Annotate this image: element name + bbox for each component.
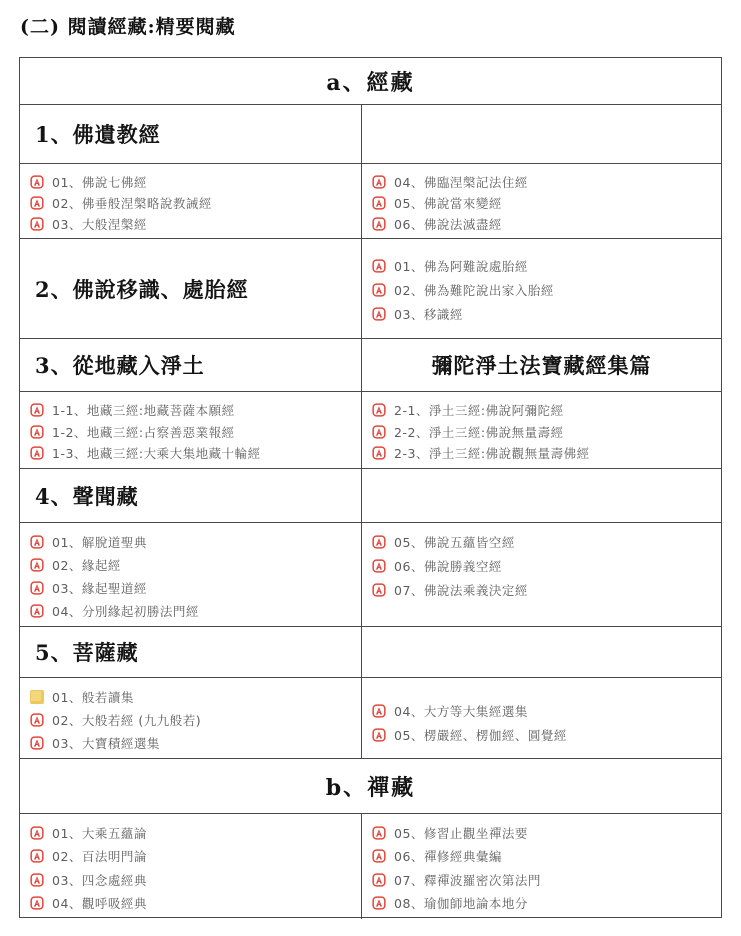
section-header-a: a、經藏 xyxy=(326,69,415,96)
pdf-file-icon xyxy=(30,736,44,750)
pdf-file-icon xyxy=(30,826,44,840)
scripture-list xyxy=(361,164,721,238)
scripture-item[interactable] xyxy=(30,708,355,731)
scripture-item-label: 05、佛說五蘊皆空經 xyxy=(394,535,515,550)
pdf-file-icon xyxy=(30,581,44,595)
scripture-item-label: 02、百法明門論 xyxy=(52,849,147,865)
table-row xyxy=(20,58,721,104)
pdf-file-icon xyxy=(30,849,44,863)
pdf-file-icon xyxy=(372,583,386,597)
table-row xyxy=(20,238,721,338)
scripture-item-label: 03、大般涅槃經 xyxy=(52,216,147,232)
scripture-item-label: 05、佛說當來變經 xyxy=(394,195,502,211)
pdf-file-icon xyxy=(30,196,44,210)
empty-cell xyxy=(361,105,721,163)
empty-cell xyxy=(361,469,721,522)
pdf-file-icon xyxy=(372,728,386,742)
section-header-4: 4、聲聞藏 xyxy=(35,483,139,509)
pdf-file-icon xyxy=(372,307,386,321)
scripture-item[interactable] xyxy=(372,192,715,213)
scripture-item-label: 02、大般若經 (九九般若) xyxy=(52,712,202,728)
scripture-item-label: 04、大方等大集經選集 xyxy=(394,704,528,719)
pdf-file-icon xyxy=(30,558,44,572)
scripture-item[interactable] xyxy=(372,278,715,302)
pdf-file-icon xyxy=(30,175,44,189)
scripture-item-label: 04、分別緣起初勝法門經 xyxy=(52,603,199,619)
scripture-item-label: 05、修習止觀坐禪法要 xyxy=(394,825,528,841)
scripture-item[interactable] xyxy=(372,699,715,723)
table-row xyxy=(20,104,721,163)
table-row xyxy=(20,468,721,522)
pdf-file-icon xyxy=(372,849,386,863)
scripture-item-label: 2-1、淨土三經:佛說阿彌陀經 xyxy=(394,402,564,418)
scripture-item-label: 07、釋禪波羅密次第法門 xyxy=(394,872,541,888)
scripture-item-label: 1-1、地藏三經:地藏菩薩本願經 xyxy=(52,402,235,418)
scripture-item-label: 03、大寶積經選集 xyxy=(52,735,160,751)
pdf-file-icon xyxy=(372,259,386,273)
pdf-file-icon xyxy=(372,283,386,297)
pdf-file-icon xyxy=(372,217,386,231)
scripture-list xyxy=(20,392,361,468)
scripture-item[interactable] xyxy=(30,553,355,576)
pdf-file-icon xyxy=(372,873,386,887)
pdf-file-icon xyxy=(372,403,386,417)
scripture-item[interactable] xyxy=(372,892,715,916)
scripture-table xyxy=(19,57,722,918)
scripture-item-label: 1-3、地藏三經:大乘大集地藏十輪經 xyxy=(52,446,261,462)
scripture-item[interactable] xyxy=(372,868,715,892)
scripture-item[interactable] xyxy=(30,685,355,708)
table-row xyxy=(20,338,721,391)
pdf-file-icon xyxy=(30,403,44,417)
pdf-file-icon xyxy=(30,896,44,910)
scripture-item-label: 05、楞嚴經、楞伽經、圓覺經 xyxy=(394,728,567,743)
scripture-item[interactable] xyxy=(30,213,355,234)
scripture-item-label: 08、瑜伽師地論本地分 xyxy=(394,896,528,912)
table-row xyxy=(20,163,721,238)
scripture-item-label: 01、佛為阿難說處胎經 xyxy=(394,259,528,274)
scripture-item-label: 03、四念處經典 xyxy=(52,872,147,888)
scripture-list xyxy=(361,678,721,758)
pdf-file-icon xyxy=(372,196,386,210)
empty-cell xyxy=(361,627,721,677)
scripture-item-label: 2-2、淨土三經:佛說無量壽經 xyxy=(394,424,564,440)
pdf-file-icon xyxy=(372,826,386,840)
pdf-file-icon xyxy=(372,896,386,910)
scripture-item[interactable] xyxy=(372,213,715,234)
scripture-item-label: 07、佛說法乘義決定經 xyxy=(394,583,528,598)
scripture-item[interactable] xyxy=(372,845,715,869)
scripture-item[interactable] xyxy=(372,821,715,845)
scripture-item[interactable] xyxy=(30,892,355,916)
scripture-item-label: 02、佛為難陀說出家入胎經 xyxy=(394,283,554,298)
scripture-list xyxy=(361,392,721,468)
scripture-item-label: 03、移識經 xyxy=(394,307,463,322)
scripture-item-label: 01、佛說七佛經 xyxy=(52,174,147,190)
scripture-item-label: 04、佛臨涅槃記法住經 xyxy=(394,174,528,190)
scripture-item[interactable] xyxy=(30,442,355,464)
scripture-item-label: 06、禪修經典彙編 xyxy=(394,849,502,865)
scripture-list xyxy=(20,164,361,238)
scripture-item[interactable] xyxy=(372,442,715,464)
scripture-item[interactable] xyxy=(372,530,715,554)
scripture-item[interactable] xyxy=(30,731,355,754)
scripture-item[interactable] xyxy=(30,821,355,845)
scripture-item[interactable] xyxy=(372,254,715,278)
scripture-item[interactable] xyxy=(30,530,355,553)
section-header-1: 1、佛遺教經 xyxy=(35,122,161,147)
scripture-list xyxy=(20,678,361,758)
scripture-list xyxy=(361,814,721,919)
section-header-b: b、禪藏 xyxy=(325,774,416,801)
scripture-item[interactable] xyxy=(30,576,355,599)
pdf-file-icon xyxy=(30,446,44,460)
scripture-item[interactable] xyxy=(372,399,715,421)
pdf-file-icon xyxy=(30,873,44,887)
scripture-item[interactable] xyxy=(30,399,355,421)
pdf-file-icon xyxy=(30,535,44,549)
pdf-file-icon xyxy=(372,175,386,189)
scripture-item[interactable] xyxy=(372,171,715,192)
scripture-item[interactable] xyxy=(30,421,355,443)
scripture-item-label: 03、緣起聖道經 xyxy=(52,580,147,596)
scripture-item-label: 01、解脫道聖典 xyxy=(52,534,147,550)
table-row xyxy=(20,522,721,626)
section-header-3: 3、從地藏入淨土 xyxy=(35,353,205,378)
pdf-file-icon xyxy=(372,425,386,439)
table-row xyxy=(20,626,721,677)
scripture-item[interactable] xyxy=(30,599,355,622)
pdf-file-icon xyxy=(30,713,44,727)
section-header-2: 2、佛說移識、處胎經 xyxy=(35,276,249,302)
scripture-item-label: 06、佛說勝義空經 xyxy=(394,559,502,574)
scripture-item[interactable] xyxy=(30,192,355,213)
scripture-item-label: 2-3、淨土三經:佛說觀無量壽佛經 xyxy=(394,446,590,462)
pdf-file-icon xyxy=(30,425,44,439)
note-file-icon xyxy=(30,690,44,704)
scripture-list xyxy=(361,239,721,338)
pdf-file-icon xyxy=(372,704,386,718)
page-title: (二) 閱讀經藏:精要閱藏 xyxy=(20,16,236,38)
scripture-item[interactable] xyxy=(372,723,715,747)
pdf-file-icon xyxy=(372,446,386,460)
scripture-item[interactable] xyxy=(372,302,715,326)
section-header-5: 5、菩薩藏 xyxy=(35,640,139,665)
scripture-item[interactable] xyxy=(30,845,355,869)
scripture-item[interactable] xyxy=(30,868,355,892)
scripture-item-label: 02、佛垂般涅槃略說教誡經 xyxy=(52,195,212,211)
scripture-item-label: 1-2、地藏三經:占察善惡業報經 xyxy=(52,424,235,440)
scripture-list xyxy=(361,523,721,626)
table-row xyxy=(20,813,721,919)
section-header-mituo: 彌陀淨土法寶藏經集篇 xyxy=(361,339,721,391)
table-row xyxy=(20,758,721,813)
scripture-item-label: 06、佛說法滅盡經 xyxy=(394,216,502,232)
pdf-file-icon xyxy=(372,535,386,549)
scripture-item-label: 01、大乘五蘊論 xyxy=(52,825,147,841)
table-row xyxy=(20,391,721,468)
scripture-item[interactable] xyxy=(372,421,715,443)
scripture-item-label: 01、般若讀集 xyxy=(52,689,134,705)
table-row xyxy=(20,677,721,758)
scripture-item[interactable] xyxy=(372,578,715,602)
scripture-item-label: 04、觀呼吸經典 xyxy=(52,896,147,912)
scripture-item[interactable] xyxy=(30,171,355,192)
pdf-file-icon xyxy=(30,604,44,618)
scripture-list xyxy=(20,814,361,919)
scripture-item[interactable] xyxy=(372,554,715,578)
scripture-item-label: 02、緣起經 xyxy=(52,557,121,573)
pdf-file-icon xyxy=(30,217,44,231)
scripture-list xyxy=(20,523,361,626)
pdf-file-icon xyxy=(372,559,386,573)
